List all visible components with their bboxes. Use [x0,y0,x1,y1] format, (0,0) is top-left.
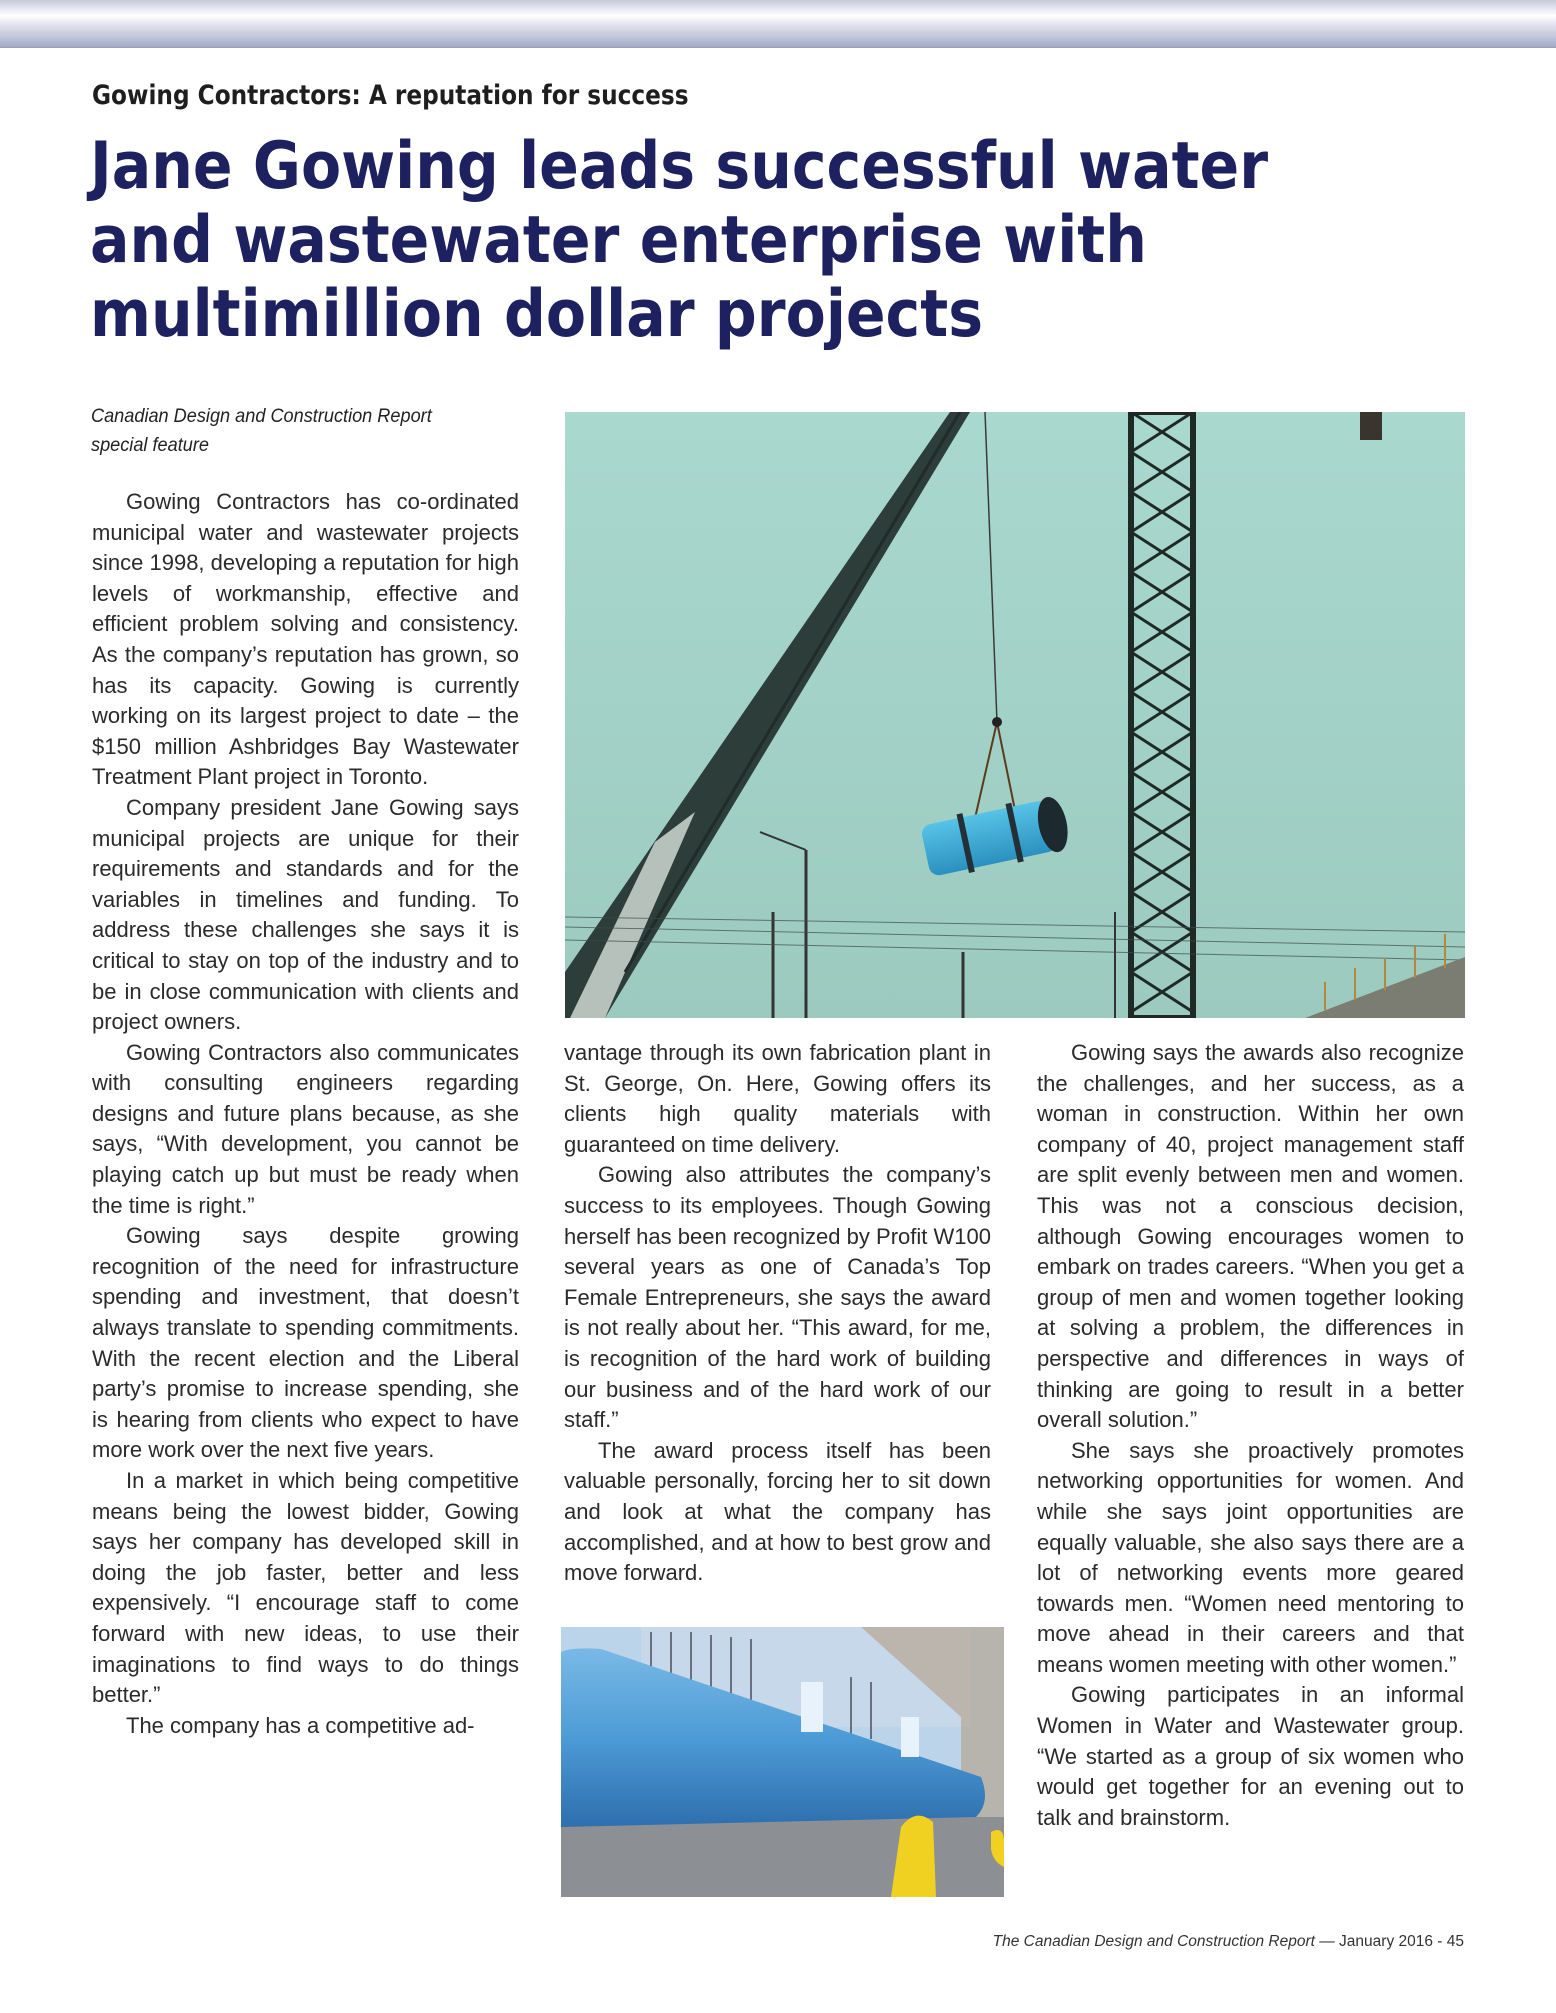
byline-line: Canadian Design and Construction Report [91,405,432,427]
pipe-photo-illustration [561,1627,1004,1897]
headline [90,130,1268,352]
headline-line: and wastewater enterprise with [90,203,1147,278]
photo-crane-lifting-pipe [565,412,1465,1018]
paragraph: Gowing participates in an informal Women in Water and Wastewater group. “We started as a group of six women who would get together for an evening out to talk and brainstorm. [1037,1682,1464,1830]
paragraph: Gowing also attributes the company’s success to its employees. Though Gowing herself has been recognized by Profit W100 several years as one of Canada’s Top Female Entrepreneurs, she says the award is not really about her. “This award, for me, is recognition of the hard work of building our business and of the hard work of our staff.” [564,1162,991,1433]
article-column-middle [564,1038,991,1589]
footer-publication: The Canadian Design and Construction Report [992,1933,1315,1950]
headline-line: Jane Gowing leads successful water [90,129,1269,204]
paragraph: The company has a competitive ad- [126,1712,475,1738]
article-column-left [92,487,519,1741]
paragraph: Gowing Contractors also communicates with consulting engineers regarding designs and future plans because, as she says, “With development, you cannot be playing catch up but must be ready when the time is right.” [92,1039,519,1218]
crane-photo-illustration [565,412,1465,1018]
footer-issue-page: January 2016 - 45 [1339,1933,1464,1950]
kicker-heading: Gowing Contractors: A reputation for success [92,80,689,111]
paragraph: Gowing Contractors has co-ordinated municipal water and wastewater projects since 1998, developing a reputation for high levels of workmanship, effective and efficient problem solving and consistency. As the company’s reputation has grown, so has its capacity. Gowing is currently working on its largest project to date – the $150 million Ashbridges Bay Wastewater Treatment Plant project in Toronto. [92,489,519,790]
header-band [0,0,1556,48]
paragraph: Gowing says the awards also recognize the challenges, and her success, as a woman in construction. Within her own company of 40, project management staff are split evenly between men and women. This was not a conscious decision, although Gowing encourages women to embark on trades careers. “When you get a group of men and women together looking at solving a problem, the differences in perspective and differences in ways of thinking are going to result in a better overall solution.” [1037,1040,1464,1433]
paragraph: The award process itself has been valuable personally, forcing her to sit down and look at what the company has accomplished, and at how to best grow and move forward. [564,1437,991,1586]
paragraph: She says she proactively promotes networking opportunities for women. And while she says joint opportunities are equally valuable, she also says there are a lot of networking events more geared towards men. “Women need mentoring to move ahead in their careers and that means women meeting with other women.” [1037,1437,1464,1677]
paragraph: vantage through its own fabrication plant in St. George, On. Here, Gowing offers its clients high quality materials with guaranteed on time delivery. [564,1040,991,1157]
paragraph: Gowing says despite growing recognition of the need for infrastructure spending and investment, that doesn’t always translate to spending commitments. With the recent election and the Liberal party’s promise to increase spending, she is hearing from clients who expect to have more work over the next five years. [92,1223,519,1463]
headline-line: multimillion dollar projects [90,277,984,352]
footer-separator: — [1314,1933,1340,1950]
byline [91,402,500,460]
photo-blue-pipe [561,1627,1004,1897]
paragraph: Company president Jane Gowing says municipal projects are unique for their requirements and standards and for the variables in timelines and funding. To address these challenges she says it is critical to stay on top of the industry and to be in close communication with clients and project owners. [92,794,519,1035]
page-footer [993,1933,1464,1951]
paragraph: In a market in which being competitive means being the lowest bidder, Gowing says her company has developed skill in doing the job faster, better and less expensively. “I encourage staff to come forward with new ideas, to use their imaginations to find ways to do things better.” [92,1468,519,1708]
article-column-right [1037,1038,1464,1833]
byline-line: special feature [91,434,209,456]
